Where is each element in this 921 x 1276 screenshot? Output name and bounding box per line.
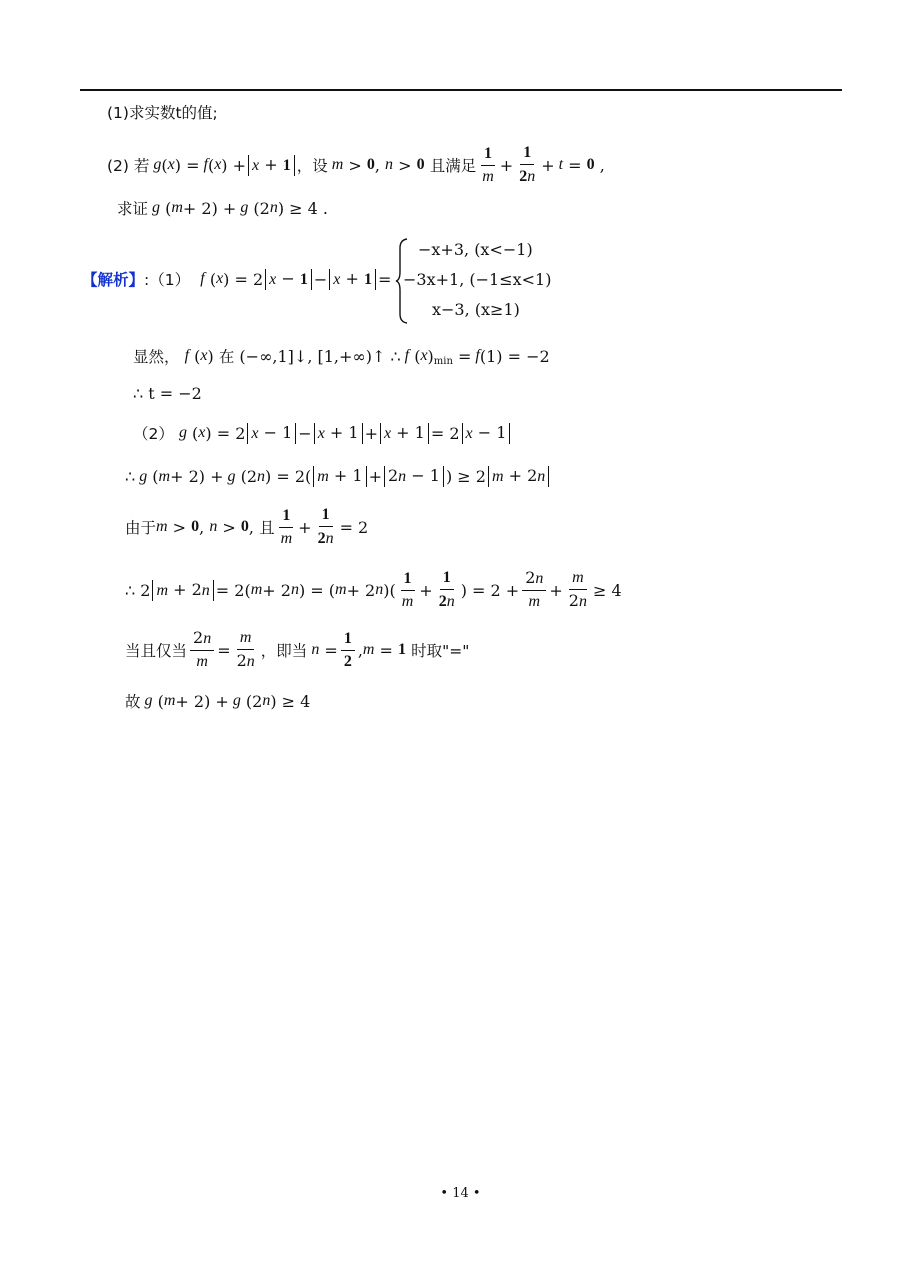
solution-1-header: 【解析】 :（1） f ( x ) = 2 x − 1 − x + 1 = <box>82 268 392 289</box>
piecewise-case-2: −3x+1, (−1≤x<1) <box>403 270 552 289</box>
piecewise-case-1: −x+3, (x<−1) <box>418 240 533 259</box>
sum-inequality: ∴ g ( m + 2) + g (2 n ) = 2( m + 1 + 2n − 1 ) ≥ 2 m + 2n <box>125 466 551 487</box>
fraction: $\frac{1}{m}$ <box>401 569 414 610</box>
fraction: $\frac{2n}{m}$ <box>522 569 546 611</box>
fraction: $\frac{1}{2}$ <box>341 630 355 671</box>
monotonicity-line: 显然， f ( x ) 在 (−∞,1]↓, [1,+∞)↑ ∴ f ( x ) min = f (1) = −2 <box>133 346 550 367</box>
question-1: (1)求实数t的值; <box>107 104 218 122</box>
fraction: $\frac{2n}{m}$ <box>190 629 214 671</box>
fraction: $\frac{1}{m}$ <box>482 144 494 185</box>
piecewise-case-3: x−3, (x≥1) <box>432 300 520 319</box>
t-result: ∴ t = −2 <box>133 384 202 403</box>
given-condition: 由于 m > 0 , n > 0 , 且 $\frac{1}{m}$ + $\frac{1}{2n}$ = 2 <box>125 506 369 547</box>
g-simplify: （2） g ( x ) = 2 x − 1 − x + 1 + x + 1 = 2 x − 1 <box>133 422 512 444</box>
am-gm-line: ∴ 2 m + 2n = 2( m + 2 n ) = ( m + 2 n )( $\frac{1}{m}$ + $\frac{1}{2n}$ ) = 2 + $\frac{2n}{m}$ + $\frac{m}{2n}$ ≥ 4 <box>125 568 622 610</box>
fraction: $\frac{m}{2n}$ <box>568 569 587 610</box>
fraction: $\frac{1}{2n}$ <box>317 506 334 547</box>
equality-condition: 当且仅当 $\frac{2n}{m}$ = $\frac{m}{2n}$ ，即当 n = $\frac{1}{2}$ , m = 1 时取"=" <box>125 628 470 670</box>
question-2: (2) 若 g ( x ) = f ( x ) + x + 1 ，设 m > 0 , n > 0 且满足 $\frac{1}{m}$ + $\frac{1}{2n}$ + t = 0 , <box>107 144 605 185</box>
fraction: $\frac{1}{2n}$ <box>438 569 455 610</box>
prove-statement: 求证 g ( m + 2) + g (2 n ) ≥ 4 . <box>117 198 328 218</box>
fraction: $\frac{1}{2n}$ <box>519 144 536 185</box>
conclusion: 故 g ( m + 2) + g (2 n ) ≥ 4 <box>125 691 311 711</box>
fraction: $\frac{m}{2n}$ <box>236 629 255 670</box>
page-number: • 14 • <box>440 1186 481 1201</box>
top-rule <box>80 89 842 91</box>
solution-label: 【解析】 <box>82 271 145 289</box>
fraction: $\frac{1}{m}$ <box>280 506 293 547</box>
